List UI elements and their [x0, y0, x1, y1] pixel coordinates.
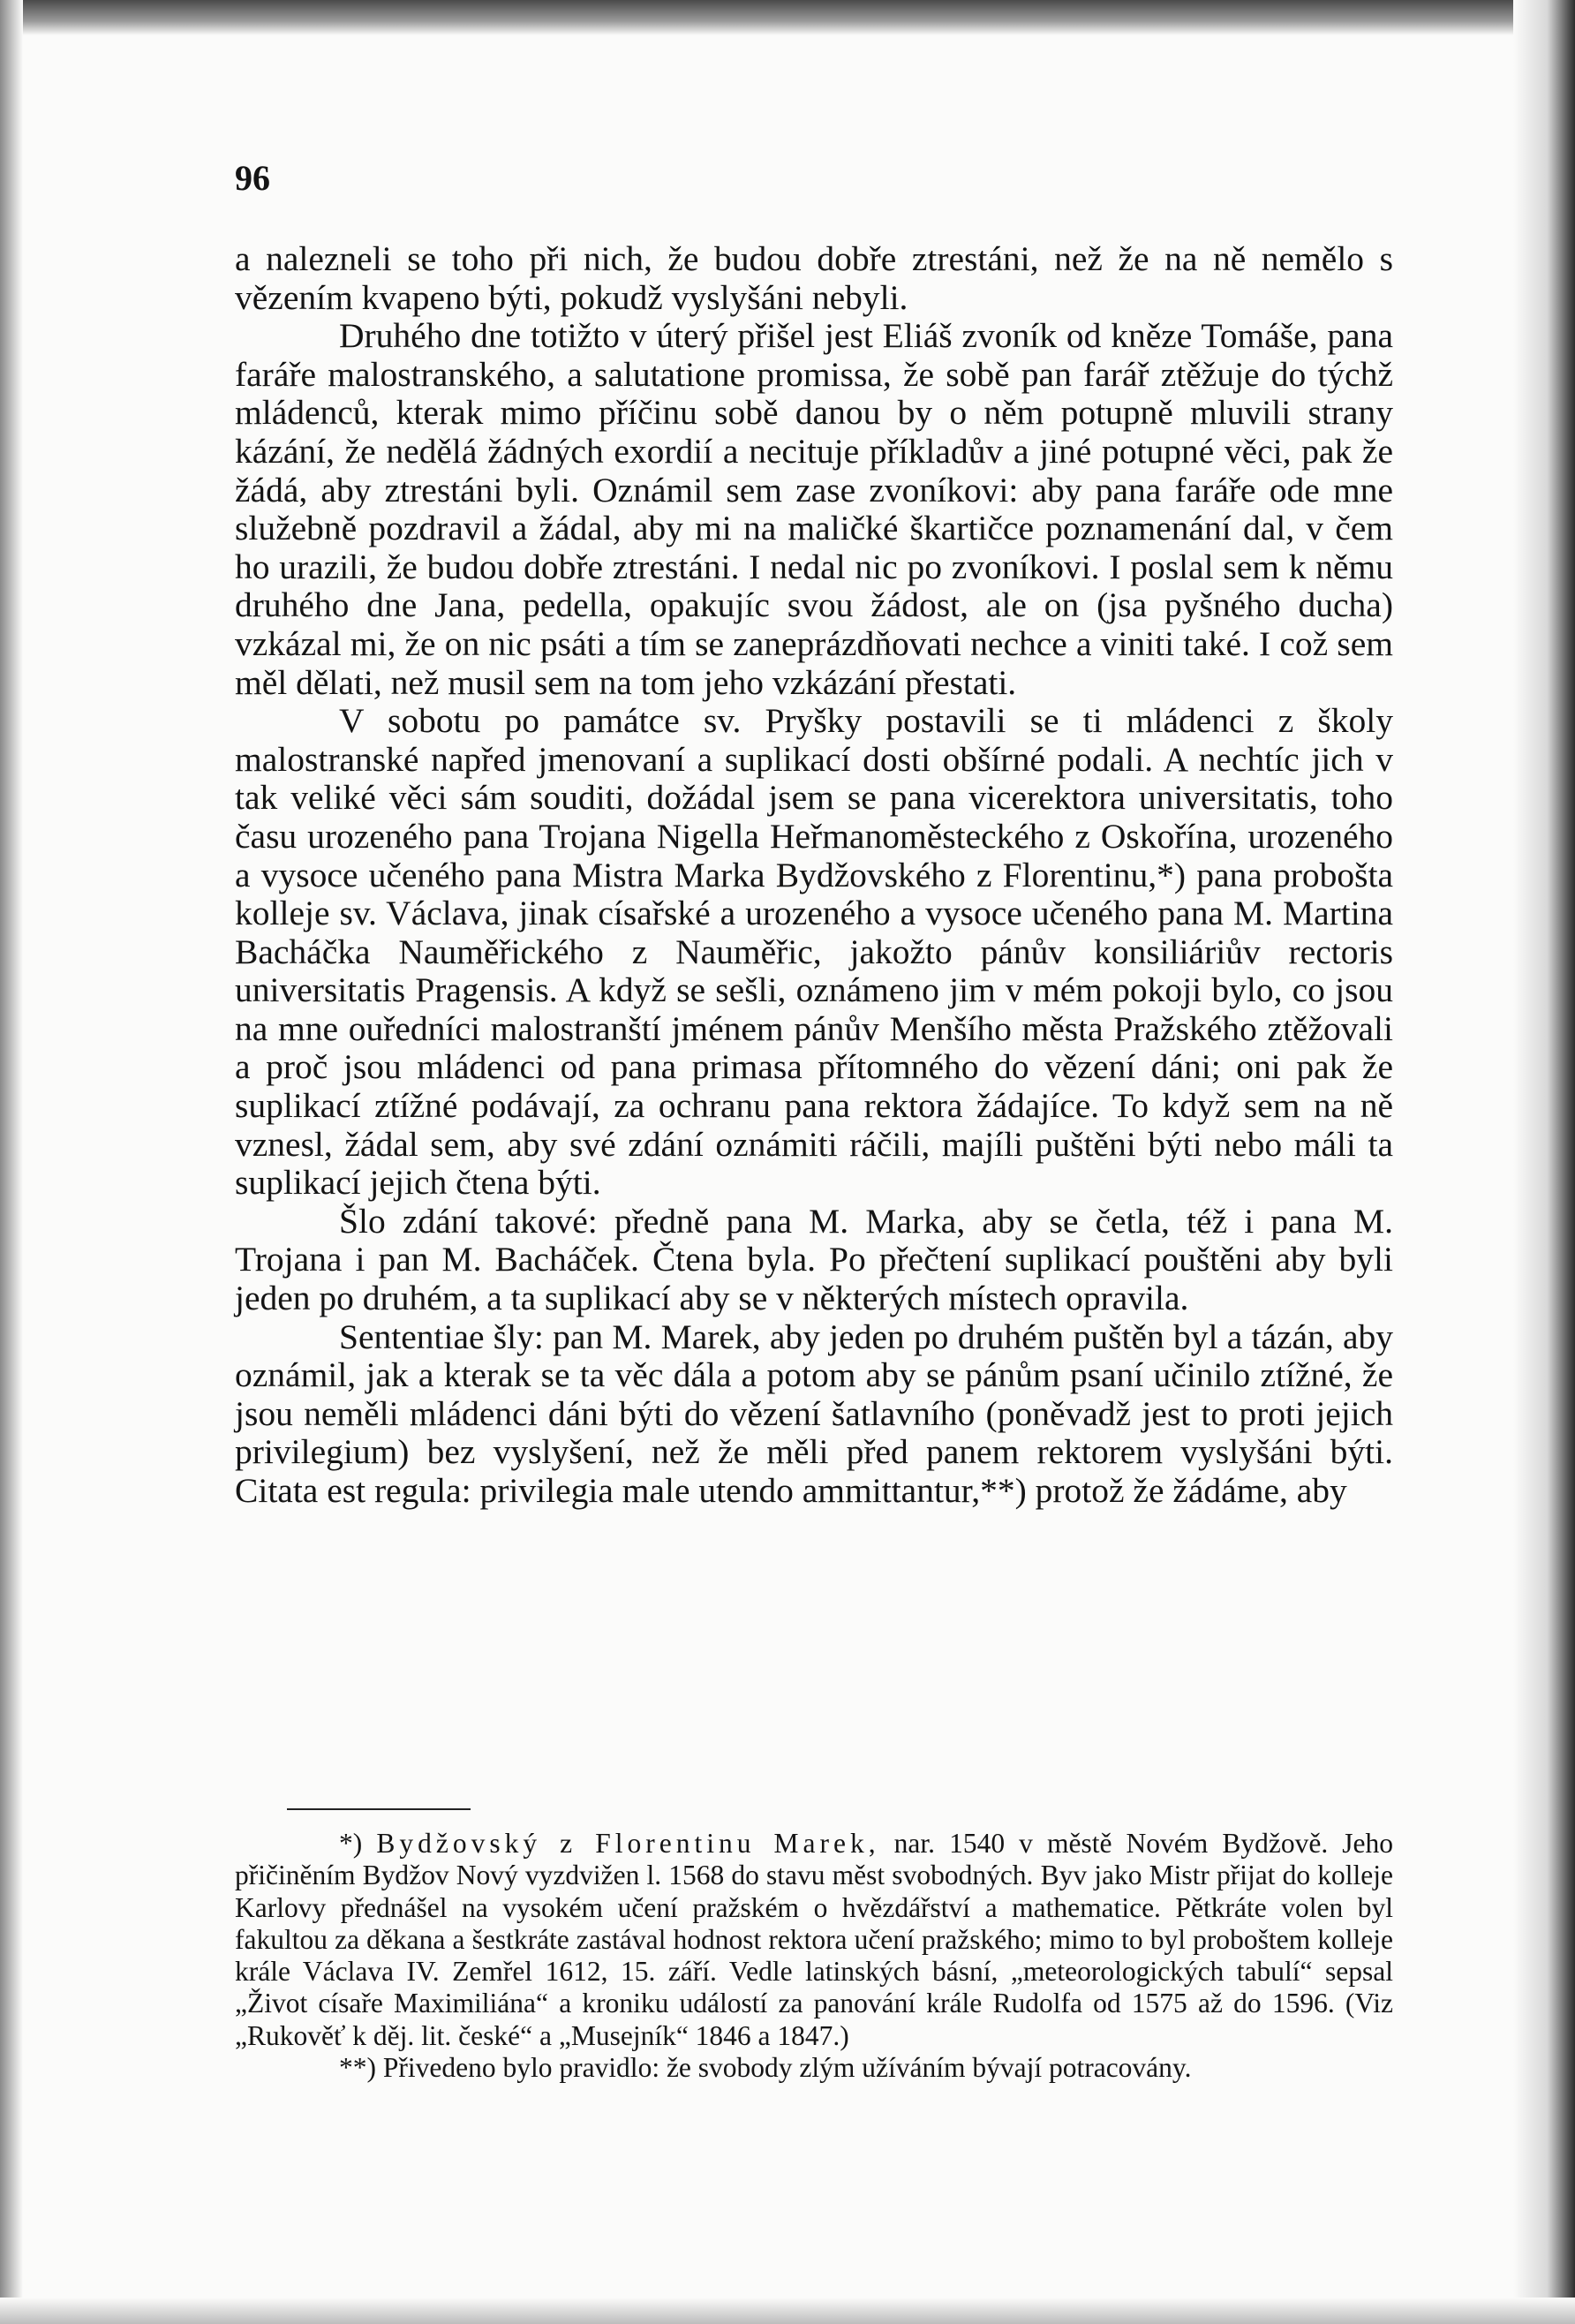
footnote-1: [235, 1828, 1393, 2052]
paragraph-2: Druhého dne totižto v úterý přišel jest Eliáš zvoník od kněze Tomáše, pana faráře malostranského, a salutatione promissa, že sobě pan farář ztěžuje do týchž mládenců, kterak mimo příčinu sobě danou by o něm potupně mluvili strany kázání, že nedělá žádných exordií a necituje příkladův a jiné potupné věci, pak že žádá, aby ztrestáni byli. Oznámil sem zase zvoníkovi: aby pana faráře ode mne služebně pozdravil a žádal, aby mi na maličké škartičce poznamenání dal, v čem ho urazili, že budou dobře ztrestáni. I nedal nic po zvoníkovi. I poslal sem k němu druhého dne Jana, pedella, opakujíc svou žádost, ale on (jsa pyšného ducha) vzkázal mi, že on nic psáti a tím se zaneprázdňovati nechce a viniti také. I což sem měl dělati, než musil sem na tom jeho vzkázání přestati.: [235, 316, 1393, 702]
footnote-divider: [287, 1808, 471, 1810]
page-number: 96: [235, 158, 270, 198]
footnotes: [235, 1828, 1393, 2084]
main-text: [235, 240, 1393, 1511]
scan-right-shadow: [1513, 0, 1575, 2324]
footnote-1-marker: *): [339, 1828, 363, 1859]
footnote-2: **) Přivedeno bylo pravidlo: že svobody zlým užíváním bývají potracovány.: [339, 2052, 1192, 2084]
paragraph-5: Sententiae šly: pan M. Marek, aby jeden po druhém puštěn byl a tázán, aby oznámil, jak a kterak se ta věc dála a potom aby se pánům psaní učinilo ztížné, že jsou neměli mládenci dáni býti do vězení šatlavního (poněvadž jest to proti jejich privilegium) bez vyslyšení, než že měli před panem rektorem vyslyšáni býti. Citata est regula: privilegia male utendo ammittantur,**) protož že žádáme, aby: [235, 1317, 1393, 1510]
scan-top-shadow: [0, 0, 1575, 35]
footnote-1-text: nar. 1540 v městě Novém Bydžově. Jeho přičiněním Bydžov Nový vyzdvižen l. 1568 do stavu měst svobodných. Byv jako Mistr přijat do kolleje Karlovy přednášel na vysokém učení pražském o hvězdářství a mathematice. Pětkráte volen byl fakultou za děkana a šestkráte zastával hodnost rektora učení pražského; mimo to byl proboštem kolleje krále Václava IV. Zemřel 1612, 15. září. Vedle latinských básní, „meteorologických tabulí“ sepsal „Život císaře Maximiliána“ a kroniku událostí za panování krále Rudolfa od 1575 až do 1596. (Viz „Rukověť k děj. lit. české“ a „Musejník“ 1846 a 1847.): [235, 1828, 1394, 2051]
paragraph-3: V sobotu po památce sv. Pryšky postavili se ti mládenci z školy malostranské napřed jmenovaní a suplikací dosti obšírné podali. A nechtíc jich v tak veliké věci sám souditi, dožádal jsem se pana vicerektora universitatis, toho času urozeného pana Trojana Nigella Heřmanoměsteckého z Oskořína, urozeného a vysoce učeného pana Mistra Marka Bydžovského z Florentinu,*) pana probošta kolleje sv. Václava, jinak císařské a urozeného a vysoce učeného pana M. Martina Bacháčka Nauměřického z Nauměřic, jakožto pánův konsiliáriův rectoris universitatis Pragensis. A když se sešli, oznámeno jim v mém pokoji bylo, co jsou na mne ouředníci malostranští jménem pánův Menšího města Pražského ztěžovali a proč jsou mládenci od pana primasa přítomného do vězení dáni; oni pak že suplikací ztížné podávají, za ochranu pana rektora žádajíce. To když sem na ně vznesl, žádal sem, aby své zdání oznámiti ráčili, majíli puštěni býti nebo máli ta suplikací jejich čtena býti.: [235, 701, 1393, 1203]
footnote-1-name: Bydžovský z Florentinu Marek,: [376, 1828, 880, 1859]
paragraph-1: a nalezneli se toho při nich, že budou dobře ztrestáni, než že na ně nemělo s vězením kvapeno býti, pokudž vyslyšáni nebyli.: [235, 239, 1393, 317]
scan-bottom-shadow: [0, 2298, 1575, 2324]
scan-left-shadow: [0, 0, 23, 2324]
paragraph-4: Šlo zdání takové: předně pana M. Marka, aby se četla, též i pana M. Trojana i pan M. Bacháček. Čtena byla. Po přečtení suplikací pouštěni aby byli jeden po druhém, a ta suplikací aby se v některých místech opravila.: [235, 1201, 1393, 1318]
